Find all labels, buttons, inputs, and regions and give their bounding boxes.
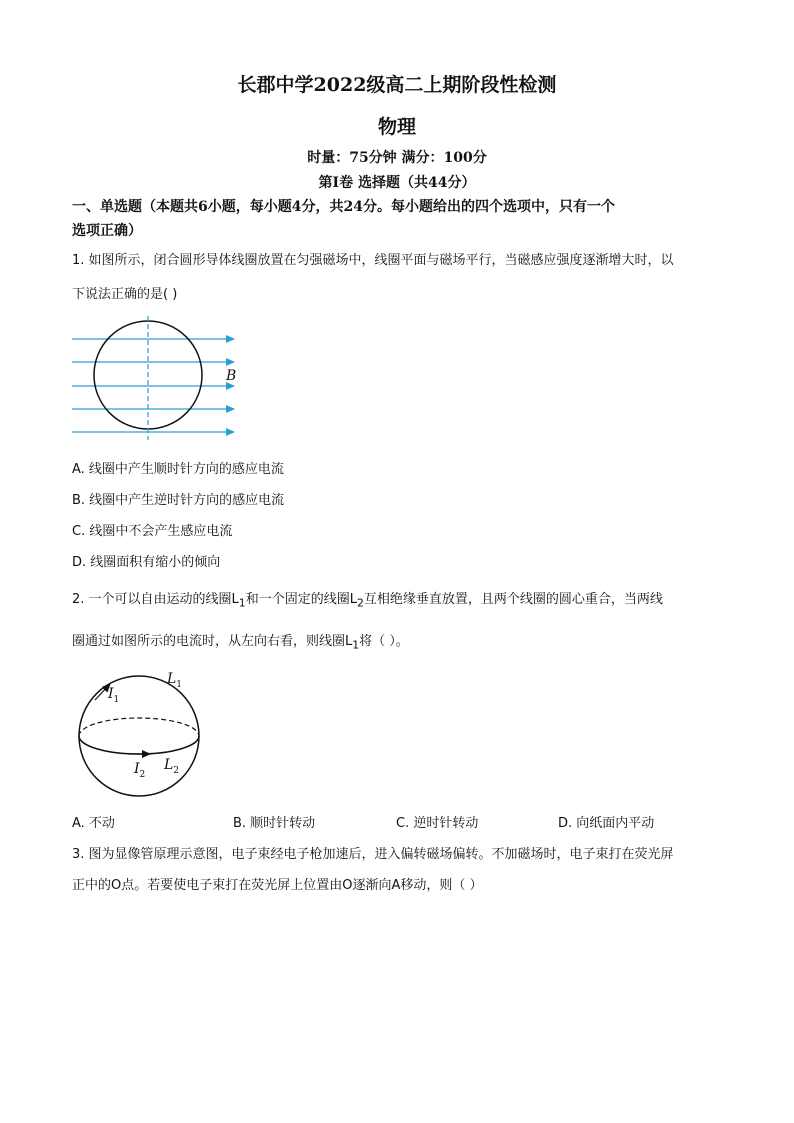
- coil-l1-symbol: $L_1$: [345, 634, 360, 652]
- q1-option-b: B. 线圈中产生逆时针方向的感应电流: [72, 493, 285, 508]
- section-heading-line1: 一、单选题（本题共6小题，每小题4分，共24分。每小题给出的四个选项中，只有一个: [72, 199, 615, 215]
- q2-option-c: C. 逆时针转动: [396, 816, 479, 831]
- part-heading: 第Ⅰ卷 选择题（共44分）: [318, 175, 476, 191]
- field-label-B: B: [226, 368, 237, 384]
- q1-stem-line1: 1. 如图所示，闭合圆形导体线圈放置在匀强磁场中，线圈平面与磁场平行，当磁感应强度逐渐增大时，以: [72, 253, 674, 268]
- q1-option-c: C. 线圈中不会产生感应电流: [72, 524, 233, 539]
- q1-figure: [66, 310, 256, 445]
- q1-option-a: A. 线圈中产生顺时针方向的感应电流: [72, 462, 284, 477]
- q2-figure: [70, 665, 210, 800]
- q2-option-d: D. 向纸面内平动: [558, 816, 655, 831]
- label-l1: $L_1$: [167, 671, 183, 690]
- label-i1: $I_1$: [108, 686, 120, 705]
- magnetic-field-lines: [72, 339, 237, 432]
- q2-option-a: A. 不动: [72, 816, 115, 831]
- exam-meta: 时量：75分钟 满分：100分: [307, 150, 487, 166]
- coil-l1-symbol: $L_1$: [231, 592, 246, 610]
- coil-l2-symbol: $L_2$: [349, 592, 364, 610]
- label-l2: $L_2$: [164, 757, 180, 776]
- label-i2: $I_2$: [134, 761, 146, 780]
- coil-l2-front-arc: [79, 736, 199, 754]
- q1-stem-line2: 下说法正确的是( ): [72, 287, 178, 302]
- exam-title: 长郡中学2022级高二上期阶段性检测: [237, 74, 557, 96]
- coil-l2-back-arc: [79, 718, 199, 736]
- q2-stem-line1: 2. 一个可以自由运动的线圈$L_1$和一个固定的线圈$L_2$互相绝缘垂直放置，且两个线圈的圆心重合，当两线: [72, 592, 663, 610]
- q2-option-b: B. 顺时针转动: [233, 816, 316, 831]
- q3-stem-line1: 3. 图为显像管原理示意图，电子束经电子枪加速后，进入偏转磁场偏转。不加磁场时，电子束打在荧光屏: [72, 847, 674, 862]
- exam-subject: 物理: [377, 116, 416, 138]
- q3-stem-line2: 正中的O点。若要使电子束打在荧光屏上位置由O逐渐向A移动，则（ ）: [72, 878, 483, 893]
- q1-option-d: D. 线圈面积有缩小的倾向: [72, 555, 221, 570]
- q2-stem-line2: 圈通过如图所示的电流时，从左向右看，则线圈$L_1$将（ ）。: [72, 634, 409, 652]
- section-heading-line2: 选项正确）: [72, 223, 142, 239]
